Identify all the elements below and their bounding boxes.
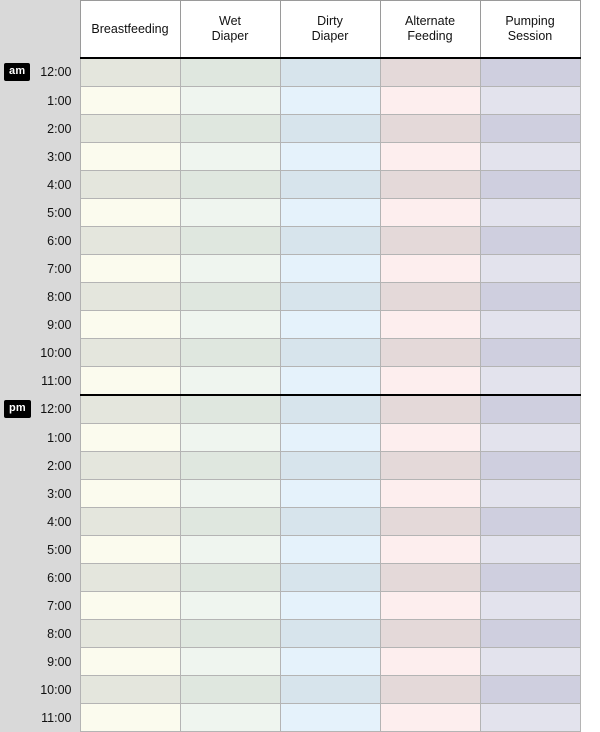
entry-cell-wet-diaper[interactable] (180, 592, 280, 620)
entry-cell-pumping-session[interactable] (480, 704, 580, 732)
hour-label: 12:00 (40, 65, 72, 80)
entry-cell-breastfeeding[interactable] (80, 648, 180, 676)
entry-cell-wet-diaper[interactable] (180, 339, 280, 367)
table-row (0, 536, 580, 564)
hour-label-cell (0, 367, 80, 396)
entry-cell-alternate-feeding[interactable] (380, 58, 480, 87)
table-row (0, 58, 580, 87)
entry-cell-dirty-diaper[interactable] (280, 564, 380, 592)
entry-cell-wet-diaper[interactable] (180, 58, 280, 87)
hour-label: 12:00 (40, 402, 72, 417)
entry-cell-dirty-diaper[interactable] (280, 171, 380, 199)
meridiem-badge: pm (4, 400, 31, 418)
column-header-line2: Diaper (311, 29, 349, 43)
entry-cell-wet-diaper[interactable] (180, 536, 280, 564)
table-body (0, 58, 580, 732)
meridiem-badge: am (4, 63, 30, 81)
hour-label-cell (0, 311, 80, 339)
entry-cell-alternate-feeding[interactable] (380, 564, 480, 592)
hour-label: 5:00 (47, 542, 72, 557)
hour-label-cell (0, 620, 80, 648)
entry-cell-alternate-feeding[interactable] (380, 311, 480, 339)
entry-cell-wet-diaper[interactable] (180, 311, 280, 339)
hour-label-cell (0, 452, 80, 480)
hour-label: 9:00 (47, 654, 72, 669)
entry-cell-breastfeeding[interactable] (80, 227, 180, 255)
hour-label-cell (0, 480, 80, 508)
entry-cell-breastfeeding[interactable] (80, 115, 180, 143)
hour-label: 11:00 (41, 710, 72, 725)
entry-cell-pumping-session[interactable] (480, 87, 580, 115)
table-row (0, 171, 580, 199)
entry-cell-pumping-session[interactable] (480, 620, 580, 648)
column-header-line1: Alternate (404, 14, 456, 28)
entry-cell-alternate-feeding[interactable] (380, 620, 480, 648)
hour-label-cell (0, 564, 80, 592)
entry-cell-breastfeeding[interactable] (80, 592, 180, 620)
table-row (0, 648, 580, 676)
table-row (0, 311, 580, 339)
entry-cell-alternate-feeding[interactable] (380, 115, 480, 143)
entry-cell-breastfeeding[interactable] (80, 676, 180, 704)
hour-label: 2:00 (47, 121, 72, 136)
entry-cell-dirty-diaper[interactable] (280, 311, 380, 339)
hour-label-cell (0, 424, 80, 452)
column-header-line2: Feeding (407, 29, 453, 43)
entry-cell-wet-diaper[interactable] (180, 171, 280, 199)
entry-cell-pumping-session[interactable] (480, 199, 580, 227)
hour-label-cell (0, 339, 80, 367)
entry-cell-wet-diaper[interactable] (180, 704, 280, 732)
table-row (0, 620, 580, 648)
entry-cell-dirty-diaper[interactable] (280, 620, 380, 648)
entry-cell-breastfeeding[interactable] (80, 395, 180, 424)
table-row (0, 199, 580, 227)
entry-cell-pumping-session[interactable] (480, 395, 580, 424)
table-header (0, 1, 580, 59)
hour-label-cell (0, 87, 80, 115)
table-row (0, 508, 580, 536)
entry-cell-pumping-session[interactable] (480, 452, 580, 480)
hour-label-cell (0, 143, 80, 171)
column-header-breastfeeding (80, 1, 180, 59)
hour-label-cell (0, 283, 80, 311)
table-row (0, 115, 580, 143)
entry-cell-wet-diaper[interactable] (180, 255, 280, 283)
entry-cell-dirty-diaper[interactable] (280, 676, 380, 704)
hour-label: 3:00 (47, 486, 72, 501)
column-header-line2: Diaper (211, 29, 249, 43)
entry-cell-dirty-diaper[interactable] (280, 508, 380, 536)
entry-cell-wet-diaper[interactable] (180, 564, 280, 592)
entry-cell-alternate-feeding[interactable] (380, 704, 480, 732)
table-row (0, 424, 580, 452)
entry-cell-alternate-feeding[interactable] (380, 395, 480, 424)
entry-cell-wet-diaper[interactable] (180, 367, 280, 396)
entry-cell-dirty-diaper[interactable] (280, 648, 380, 676)
table-row (0, 283, 580, 311)
hour-label-cell (0, 508, 80, 536)
header-corner-cell (0, 1, 80, 59)
entry-cell-breastfeeding[interactable] (80, 339, 180, 367)
hour-label: 4:00 (47, 514, 72, 529)
entry-cell-alternate-feeding[interactable] (380, 339, 480, 367)
entry-cell-wet-diaper[interactable] (180, 199, 280, 227)
entry-cell-pumping-session[interactable] (480, 115, 580, 143)
entry-cell-breastfeeding[interactable] (80, 704, 180, 732)
entry-cell-dirty-diaper[interactable] (280, 255, 380, 283)
entry-cell-breastfeeding[interactable] (80, 367, 180, 396)
hour-label-cell (0, 676, 80, 704)
column-header-line1: Wet (219, 14, 241, 28)
entry-cell-breastfeeding[interactable] (80, 87, 180, 115)
entry-cell-pumping-session[interactable] (480, 564, 580, 592)
column-header-line1: Breastfeeding (91, 21, 169, 36)
entry-cell-breastfeeding[interactable] (80, 311, 180, 339)
hour-label-cell (0, 592, 80, 620)
hour-label: 2:00 (47, 458, 72, 473)
table-row (0, 395, 580, 424)
entry-cell-breastfeeding[interactable] (80, 283, 180, 311)
entry-cell-wet-diaper[interactable] (180, 480, 280, 508)
hour-label: 1:00 (47, 430, 72, 445)
hour-label-cell (0, 115, 80, 143)
entry-cell-dirty-diaper[interactable] (280, 367, 380, 396)
entry-cell-alternate-feeding[interactable] (380, 424, 480, 452)
hour-label: 4:00 (47, 177, 72, 192)
entry-cell-pumping-session[interactable] (480, 592, 580, 620)
hour-label-cell (0, 199, 80, 227)
entry-cell-dirty-diaper[interactable] (280, 424, 380, 452)
entry-cell-breastfeeding[interactable] (80, 508, 180, 536)
hour-label-cell (0, 704, 80, 732)
entry-cell-dirty-diaper[interactable] (280, 87, 380, 115)
entry-cell-breastfeeding[interactable] (80, 58, 180, 87)
entry-cell-dirty-diaper[interactable] (280, 199, 380, 227)
entry-cell-dirty-diaper[interactable] (280, 58, 380, 87)
entry-cell-pumping-session[interactable] (480, 171, 580, 199)
header-row (0, 1, 580, 59)
hour-label: 10:00 (40, 345, 72, 360)
entry-cell-dirty-diaper[interactable] (280, 536, 380, 564)
hour-label: 5:00 (47, 205, 72, 220)
entry-cell-wet-diaper[interactable] (180, 508, 280, 536)
hour-label: 6:00 (47, 570, 72, 585)
table-row (0, 367, 580, 396)
entry-cell-pumping-session[interactable] (480, 227, 580, 255)
hour-label-cell (0, 395, 80, 424)
entry-cell-dirty-diaper[interactable] (280, 592, 380, 620)
hour-label-cell (0, 58, 80, 87)
hour-label-cell (0, 536, 80, 564)
entry-cell-wet-diaper[interactable] (180, 115, 280, 143)
table-row (0, 564, 580, 592)
entry-cell-pumping-session[interactable] (480, 367, 580, 396)
hour-label-cell (0, 227, 80, 255)
hour-label: 8:00 (47, 626, 72, 641)
hour-label-cell (0, 648, 80, 676)
entry-cell-alternate-feeding[interactable] (380, 452, 480, 480)
entry-cell-breastfeeding[interactable] (80, 620, 180, 648)
entry-cell-pumping-session[interactable] (480, 424, 580, 452)
entry-cell-dirty-diaper[interactable] (280, 480, 380, 508)
entry-cell-dirty-diaper[interactable] (280, 227, 380, 255)
entry-cell-alternate-feeding[interactable] (380, 283, 480, 311)
entry-cell-breastfeeding[interactable] (80, 171, 180, 199)
entry-cell-alternate-feeding[interactable] (380, 592, 480, 620)
entry-cell-wet-diaper[interactable] (180, 143, 280, 171)
entry-cell-dirty-diaper[interactable] (280, 452, 380, 480)
hour-label-cell (0, 171, 80, 199)
entry-cell-pumping-session[interactable] (480, 480, 580, 508)
column-header-alternate-feeding (380, 1, 480, 59)
entry-cell-pumping-session[interactable] (480, 311, 580, 339)
entry-cell-pumping-session[interactable] (480, 255, 580, 283)
entry-cell-wet-diaper[interactable] (180, 424, 280, 452)
table-row (0, 143, 580, 171)
entry-cell-dirty-diaper[interactable] (280, 704, 380, 732)
entry-cell-pumping-session[interactable] (480, 648, 580, 676)
entry-cell-breastfeeding[interactable] (80, 424, 180, 452)
entry-cell-alternate-feeding[interactable] (380, 367, 480, 396)
entry-cell-dirty-diaper[interactable] (280, 115, 380, 143)
column-header-wet-diaper (180, 1, 280, 59)
entry-cell-wet-diaper[interactable] (180, 620, 280, 648)
entry-cell-breastfeeding[interactable] (80, 143, 180, 171)
entry-cell-pumping-session[interactable] (480, 58, 580, 87)
hour-label: 6:00 (47, 233, 72, 248)
hour-label: 1:00 (47, 93, 72, 108)
hour-label-cell (0, 255, 80, 283)
entry-cell-alternate-feeding[interactable] (380, 143, 480, 171)
table-row (0, 480, 580, 508)
hour-label: 7:00 (47, 598, 72, 613)
entry-cell-pumping-session[interactable] (480, 536, 580, 564)
entry-cell-wet-diaper[interactable] (180, 283, 280, 311)
column-header-line1: Dirty (317, 14, 343, 28)
entry-cell-dirty-diaper[interactable] (280, 143, 380, 171)
table-row (0, 676, 580, 704)
entry-cell-alternate-feeding[interactable] (380, 676, 480, 704)
entry-cell-alternate-feeding[interactable] (380, 199, 480, 227)
entry-cell-alternate-feeding[interactable] (380, 508, 480, 536)
entry-cell-breastfeeding[interactable] (80, 199, 180, 227)
entry-cell-alternate-feeding[interactable] (380, 536, 480, 564)
entry-cell-breastfeeding[interactable] (80, 536, 180, 564)
entry-cell-wet-diaper[interactable] (180, 395, 280, 424)
table-row (0, 704, 580, 732)
column-header-pumping-session (480, 1, 580, 59)
entry-cell-breastfeeding[interactable] (80, 564, 180, 592)
entry-cell-wet-diaper[interactable] (180, 87, 280, 115)
hour-label: 10:00 (40, 682, 72, 697)
table-row (0, 452, 580, 480)
entry-cell-pumping-session[interactable] (480, 283, 580, 311)
entry-cell-dirty-diaper[interactable] (280, 283, 380, 311)
hour-label: 9:00 (47, 317, 72, 332)
hour-label: 8:00 (47, 289, 72, 304)
table-row (0, 592, 580, 620)
entry-cell-alternate-feeding[interactable] (380, 255, 480, 283)
hour-label: 7:00 (47, 261, 72, 276)
entry-cell-pumping-session[interactable] (480, 339, 580, 367)
column-header-dirty-diaper (280, 1, 380, 59)
entry-cell-dirty-diaper[interactable] (280, 339, 380, 367)
table-row (0, 227, 580, 255)
entry-cell-pumping-session[interactable] (480, 508, 580, 536)
table-row (0, 339, 580, 367)
column-header-line2: Session (507, 29, 553, 43)
entry-cell-alternate-feeding[interactable] (380, 480, 480, 508)
entry-cell-breastfeeding[interactable] (80, 452, 180, 480)
entry-cell-wet-diaper[interactable] (180, 648, 280, 676)
entry-cell-pumping-session[interactable] (480, 143, 580, 171)
entry-cell-dirty-diaper[interactable] (280, 395, 380, 424)
entry-cell-alternate-feeding[interactable] (380, 171, 480, 199)
entry-cell-breastfeeding[interactable] (80, 255, 180, 283)
entry-cell-wet-diaper[interactable] (180, 227, 280, 255)
table-row (0, 255, 580, 283)
entry-cell-wet-diaper[interactable] (180, 676, 280, 704)
entry-cell-alternate-feeding[interactable] (380, 227, 480, 255)
hour-label: 11:00 (41, 373, 72, 388)
table-row (0, 87, 580, 115)
entry-cell-alternate-feeding[interactable] (380, 87, 480, 115)
hour-label: 3:00 (47, 149, 72, 164)
column-header-line1: Pumping (505, 14, 555, 28)
entry-cell-breastfeeding[interactable] (80, 480, 180, 508)
entry-cell-wet-diaper[interactable] (180, 452, 280, 480)
entry-cell-alternate-feeding[interactable] (380, 648, 480, 676)
entry-cell-pumping-session[interactable] (480, 676, 580, 704)
